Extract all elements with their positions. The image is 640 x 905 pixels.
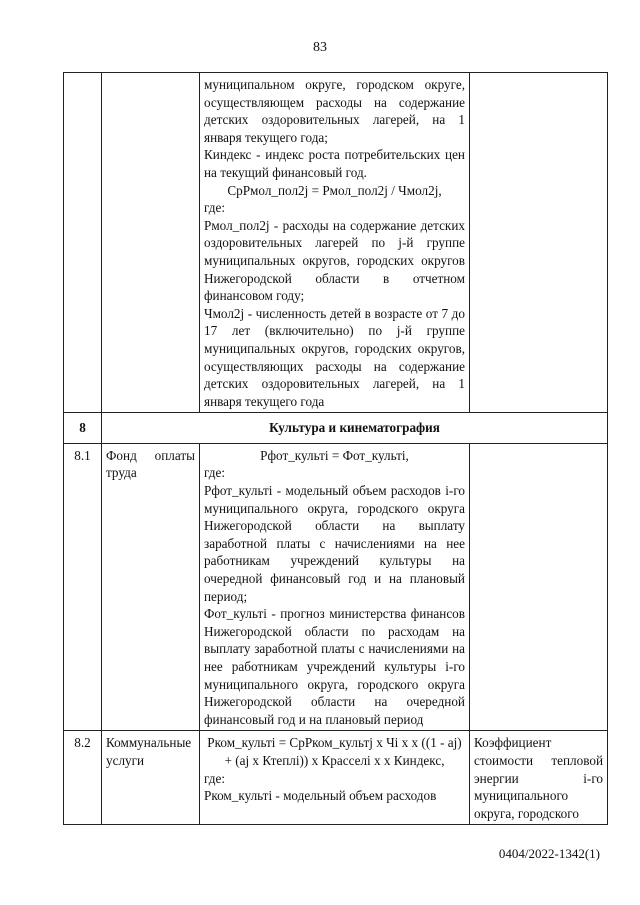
row-formula-cell [200, 73, 470, 413]
formula-equation: Рком_культi = СрРком_культj x Чi x x ((1 - aj) + (aj x Ктеплi)) x Красселi x x Киндекс, [207, 735, 462, 768]
formula-text: Киндекс - индекс роста потребительских цен на текущий финансовый год. [204, 147, 465, 180]
formula-where: где: [204, 770, 225, 786]
formula-text: Чмол2j - численность детей в возрасте от 7 до 17 лет (включительно) по j-й группе муниципальных округов, городских округов, осуществляющих расходы на содержание детских оздоровительных лагерей, на 1 января текущего года [204, 305, 465, 409]
row-formula-cell [200, 731, 470, 825]
section-number: 8 [64, 413, 102, 444]
row-number: 8.2 [64, 731, 102, 825]
formula-text: муниципальном округе, городском округе, осуществляющем расходы на содержание детских оздоровительных лагерей, на 1 января текущего года; [204, 77, 465, 145]
row-note [470, 443, 608, 731]
table-row-continued [64, 73, 608, 413]
row-name-cell [102, 73, 200, 413]
table-row-8-2 [64, 731, 608, 825]
row-note-cell [470, 73, 608, 413]
row-note: Коэффициент стоимости тепловой энергии i-го муниципального округа, городского [470, 731, 608, 825]
table-row-8-1 [64, 443, 608, 731]
formula-where: где: [204, 200, 225, 216]
section-row [64, 413, 608, 444]
row-formula-cell [200, 443, 470, 731]
allocation-table [63, 72, 608, 825]
formula-equation: СрРмол_пол2j = Рмол_пол2j / Чмол2j, [227, 182, 442, 198]
row-name: Коммунальные услуги [102, 731, 200, 825]
formula-text: Рфот_культi - модельный объем расходов i-го муниципального округа, городского округа Нижегородской области на выплату заработной платы с начислениями на нее работникам учреждений культуры на очередной финансовый год и на плановый период; [204, 483, 465, 604]
formula-text: Рмол_пол2j - расходы на содержание детских оздоровительных лагерей по j-й группе муниципальных округов, городских округов Нижегородской области в отчетном финансовом году; [204, 217, 465, 304]
formula-where: где: [204, 465, 225, 481]
row-name: Фонд оплаты труда [102, 443, 200, 731]
document-code: 0404/2022-1342(1) [498, 846, 600, 861]
row-number: 8.1 [64, 443, 102, 731]
section-title: Культура и кинематография [102, 413, 608, 444]
row-number-cell [64, 73, 102, 413]
formula-equation: Рфот_культi = Фот_культi, [260, 447, 409, 463]
page-number: 83 [313, 40, 327, 55]
formula-text: Фот_культi - прогноз министерства финансов Нижегородской области по расходам на выплату заработной платы с начислениями на нее работникам учреждений культуры i-го муниципального округа, городского округа Нижегородской области на очередной финансовый год и на плановый период [204, 606, 465, 727]
formula-text: Рком_культi - модельный объем расходов [204, 788, 437, 804]
